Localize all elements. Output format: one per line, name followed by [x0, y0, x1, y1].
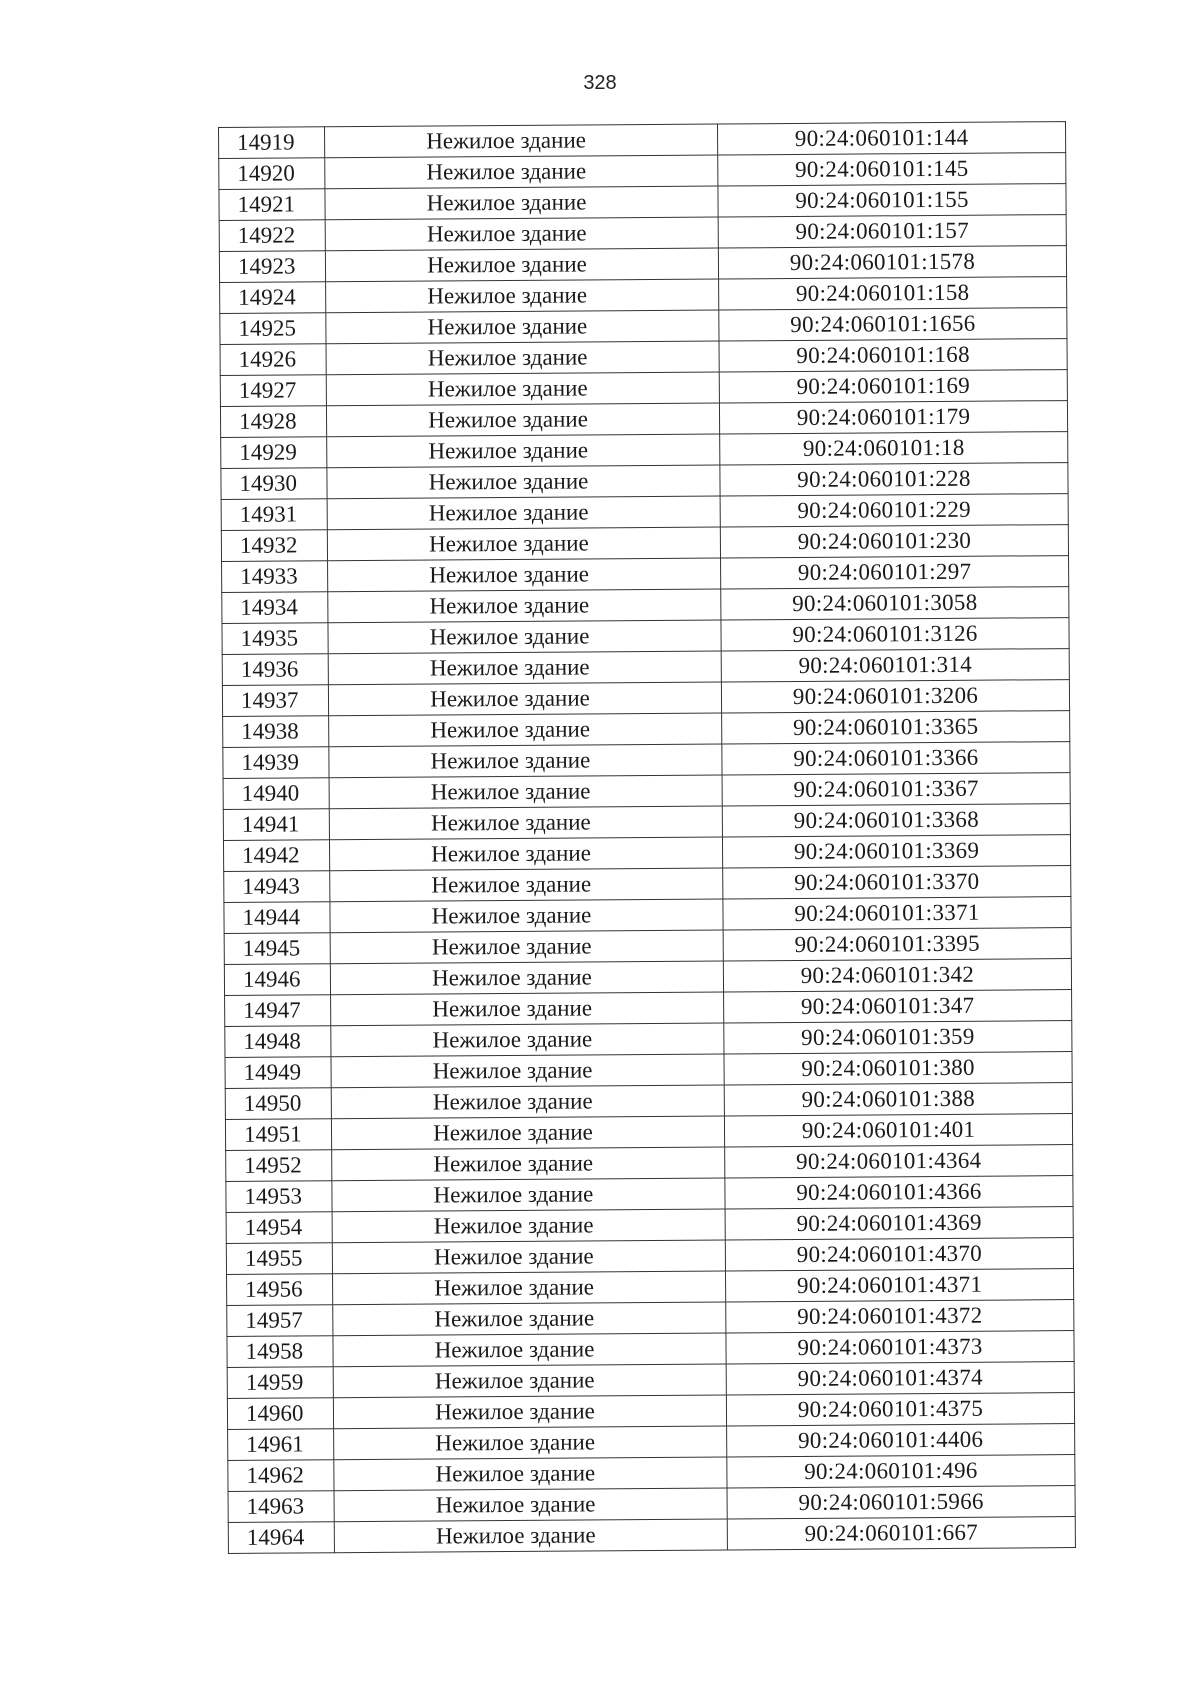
cadastral-number-cell: 90:24:060101:179 — [719, 401, 1067, 434]
object-type-cell: Нежилое здание — [332, 1240, 725, 1274]
object-type-cell: Нежилое здание — [325, 155, 718, 189]
object-type-cell: Нежилое здание — [329, 806, 722, 840]
object-type-cell: Нежилое здание — [330, 961, 723, 995]
table-row — [221, 494, 1068, 531]
object-type-cell: Нежилое здание — [334, 1426, 727, 1460]
object-type-cell: Нежилое здание — [334, 1488, 727, 1522]
cadastral-number-cell: 90:24:060101:380 — [724, 1052, 1072, 1085]
table-row — [223, 711, 1070, 748]
cadastral-number-cell: 90:24:060101:667 — [727, 1517, 1075, 1550]
table-row — [227, 1331, 1074, 1368]
table-row — [219, 184, 1066, 221]
row-number-cell: 14953 — [226, 1181, 332, 1213]
object-type-cell: Нежилое здание — [325, 217, 718, 251]
table-row — [219, 246, 1066, 283]
cadastral-number-cell: 90:24:060101:4369 — [725, 1207, 1073, 1240]
row-number-cell: 14942 — [223, 840, 329, 872]
cadastral-number-cell: 90:24:060101:4366 — [725, 1176, 1073, 1209]
row-number-cell: 14956 — [227, 1274, 333, 1306]
object-type-cell: Нежилое здание — [333, 1395, 726, 1429]
cadastral-number-cell: 90:24:060101:401 — [724, 1114, 1072, 1147]
table-row — [226, 1176, 1073, 1213]
cadastral-number-cell: 90:24:060101:3365 — [722, 711, 1070, 744]
object-type-cell: Нежилое здание — [334, 1519, 727, 1553]
cadastral-number-cell: 90:24:060101:230 — [720, 525, 1068, 558]
cadastral-number-cell: 90:24:060101:4370 — [725, 1238, 1073, 1271]
object-type-cell: Нежилое здание — [330, 930, 723, 964]
table-row — [223, 835, 1070, 872]
row-number-cell: 14943 — [224, 871, 330, 903]
table-row — [219, 215, 1066, 252]
table-row — [228, 1517, 1075, 1554]
row-number-cell: 14963 — [228, 1491, 334, 1523]
object-type-cell: Нежилое здание — [328, 620, 721, 654]
row-number-cell: 14934 — [222, 592, 328, 624]
table-row — [227, 1362, 1074, 1399]
row-number-cell: 14938 — [223, 716, 329, 748]
row-number-cell: 14941 — [223, 809, 329, 841]
cadastral-number-cell: 90:24:060101:4373 — [726, 1331, 1074, 1364]
object-type-cell: Нежилое здание — [329, 713, 722, 747]
table-row — [223, 804, 1070, 841]
cadastral-number-cell: 90:24:060101:158 — [719, 277, 1067, 310]
row-number-cell: 14926 — [220, 344, 326, 376]
row-number-cell: 14921 — [219, 189, 325, 221]
cadastral-number-cell: 90:24:060101:155 — [718, 184, 1066, 217]
table-row — [225, 1052, 1072, 1089]
cadastral-number-cell: 90:24:060101:4375 — [726, 1393, 1074, 1426]
row-number-cell: 14937 — [222, 685, 328, 717]
row-number-cell: 14958 — [227, 1336, 333, 1368]
row-number-cell: 14955 — [226, 1243, 332, 1275]
table-row — [222, 680, 1069, 717]
cadastral-number-cell: 90:24:060101:388 — [724, 1083, 1072, 1116]
cadastral-number-cell: 90:24:060101:145 — [718, 153, 1066, 186]
object-type-cell: Нежилое здание — [326, 372, 719, 406]
table-row — [224, 866, 1071, 903]
table-row — [227, 1393, 1074, 1430]
row-number-cell: 14949 — [225, 1057, 331, 1089]
row-number-cell: 14946 — [224, 964, 330, 996]
cadastral-number-cell: 90:24:060101:3369 — [722, 835, 1070, 868]
table-row — [223, 742, 1070, 779]
cadastral-number-cell: 90:24:060101:3370 — [723, 866, 1071, 899]
row-number-cell: 14932 — [221, 530, 327, 562]
row-number-cell: 14961 — [228, 1429, 334, 1461]
row-number-cell: 14919 — [219, 127, 325, 159]
object-type-cell: Нежилое здание — [333, 1364, 726, 1398]
row-number-cell: 14962 — [228, 1460, 334, 1492]
registry-table — [218, 121, 1076, 1554]
cadastral-number-cell: 90:24:060101:4374 — [726, 1362, 1074, 1395]
cadastral-number-cell: 90:24:060101:228 — [720, 463, 1068, 496]
row-number-cell: 14950 — [225, 1088, 331, 1120]
object-type-cell: Нежилое здание — [331, 1116, 724, 1150]
table-row — [222, 587, 1069, 624]
table-row — [228, 1455, 1075, 1492]
row-number-cell: 14952 — [226, 1150, 332, 1182]
cadastral-number-cell: 90:24:060101:4372 — [726, 1300, 1074, 1333]
cadastral-number-cell: 90:24:060101:1578 — [718, 246, 1066, 279]
table-row — [220, 370, 1067, 407]
cadastral-number-cell: 90:24:060101:3395 — [723, 928, 1071, 961]
object-type-cell: Нежилое здание — [327, 465, 720, 499]
object-type-cell: Нежилое здание — [325, 186, 718, 220]
cadastral-number-cell: 90:24:060101:5966 — [727, 1486, 1075, 1519]
row-number-cell: 14940 — [223, 778, 329, 810]
object-type-cell: Нежилое здание — [328, 651, 721, 685]
object-type-cell: Нежилое здание — [327, 527, 720, 561]
table-row — [226, 1145, 1073, 1182]
table-row — [227, 1269, 1074, 1306]
cadastral-number-cell: 90:24:060101:3058 — [721, 587, 1069, 620]
row-number-cell: 14960 — [227, 1398, 333, 1430]
object-type-cell: Нежилое здание — [329, 837, 722, 871]
cadastral-number-cell: 90:24:060101:347 — [724, 990, 1072, 1023]
cadastral-number-cell: 90:24:060101:3126 — [721, 618, 1069, 651]
cadastral-number-cell: 90:24:060101:4406 — [727, 1424, 1075, 1457]
row-number-cell: 14948 — [225, 1026, 331, 1058]
row-number-cell: 14924 — [220, 282, 326, 314]
table-row — [225, 1021, 1072, 1058]
object-type-cell: Нежилое здание — [331, 1023, 724, 1057]
table-row — [225, 1114, 1072, 1151]
row-number-cell: 14959 — [227, 1367, 333, 1399]
table-row — [219, 153, 1066, 190]
object-type-cell: Нежилое здание — [331, 992, 724, 1026]
table-row — [227, 1300, 1074, 1337]
row-number-cell: 14930 — [221, 468, 327, 500]
table-row — [224, 897, 1071, 934]
table-row — [221, 432, 1068, 469]
cadastral-number-cell: 90:24:060101:297 — [721, 556, 1069, 589]
row-number-cell: 14954 — [226, 1212, 332, 1244]
cadastral-number-cell: 90:24:060101:18 — [720, 432, 1068, 465]
row-number-cell: 14929 — [221, 437, 327, 469]
object-type-cell: Нежилое здание — [325, 124, 718, 158]
table-row — [219, 122, 1066, 159]
cadastral-number-cell: 90:24:060101:4371 — [725, 1269, 1073, 1302]
table-row — [222, 649, 1069, 686]
table-row — [223, 773, 1070, 810]
cadastral-number-cell: 90:24:060101:3367 — [722, 773, 1070, 806]
row-number-cell: 14951 — [225, 1119, 331, 1151]
cadastral-number-cell: 90:24:060101:169 — [719, 370, 1067, 403]
object-type-cell: Нежилое здание — [330, 868, 723, 902]
object-type-cell: Нежилое здание — [327, 496, 720, 530]
cadastral-number-cell: 90:24:060101:496 — [727, 1455, 1075, 1488]
row-number-cell: 14922 — [219, 220, 325, 252]
object-type-cell: Нежилое здание — [328, 558, 721, 592]
object-type-cell: Нежилое здание — [326, 341, 719, 375]
row-number-cell: 14936 — [222, 654, 328, 686]
table-row — [221, 463, 1068, 500]
table-row — [226, 1207, 1073, 1244]
table-row — [228, 1424, 1075, 1461]
object-type-cell: Нежилое здание — [330, 899, 723, 933]
cadastral-number-cell: 90:24:060101:229 — [720, 494, 1068, 527]
object-type-cell: Нежилое здание — [328, 682, 721, 716]
object-type-cell: Нежилое здание — [332, 1209, 725, 1243]
cadastral-number-cell: 90:24:060101:3366 — [722, 742, 1070, 775]
table-row — [220, 308, 1067, 345]
cadastral-number-cell: 90:24:060101:3206 — [721, 680, 1069, 713]
table-row — [224, 959, 1071, 996]
table-row — [221, 525, 1068, 562]
object-type-cell: Нежилое здание — [327, 434, 720, 468]
object-type-cell: Нежилое здание — [328, 589, 721, 623]
object-type-cell: Нежилое здание — [332, 1178, 725, 1212]
object-type-cell: Нежилое здание — [326, 310, 719, 344]
row-number-cell: 14935 — [222, 623, 328, 655]
row-number-cell: 14931 — [221, 499, 327, 531]
row-number-cell: 14945 — [224, 933, 330, 965]
row-number-cell: 14925 — [220, 313, 326, 345]
cadastral-number-cell: 90:24:060101:359 — [724, 1021, 1072, 1054]
table-row — [225, 990, 1072, 1027]
table-row — [222, 618, 1069, 655]
cadastral-number-cell: 90:24:060101:314 — [721, 649, 1069, 682]
row-number-cell: 14939 — [223, 747, 329, 779]
table-row — [220, 277, 1067, 314]
table-row — [220, 401, 1067, 438]
object-type-cell: Нежилое здание — [333, 1302, 726, 1336]
cadastral-number-cell: 90:24:060101:3371 — [723, 897, 1071, 930]
table-row — [228, 1486, 1075, 1523]
row-number-cell: 14944 — [224, 902, 330, 934]
row-number-cell: 14957 — [227, 1305, 333, 1337]
cadastral-number-cell: 90:24:060101:157 — [718, 215, 1066, 248]
row-number-cell: 14933 — [222, 561, 328, 593]
table-body — [219, 122, 1076, 1554]
object-type-cell: Нежилое здание — [334, 1457, 727, 1491]
row-number-cell: 14928 — [220, 406, 326, 438]
cadastral-number-cell: 90:24:060101:144 — [717, 122, 1065, 155]
object-type-cell: Нежилое здание — [329, 744, 722, 778]
row-number-cell: 14947 — [225, 995, 331, 1027]
cadastral-number-cell: 90:24:060101:3368 — [722, 804, 1070, 837]
table-row — [220, 339, 1067, 376]
cadastral-number-cell: 90:24:060101:168 — [719, 339, 1067, 372]
row-number-cell: 14964 — [228, 1522, 334, 1554]
object-type-cell: Нежилое здание — [325, 248, 718, 282]
object-type-cell: Нежилое здание — [331, 1054, 724, 1088]
cadastral-number-cell: 90:24:060101:4364 — [725, 1145, 1073, 1178]
object-type-cell: Нежилое здание — [331, 1085, 724, 1119]
row-number-cell: 14923 — [219, 251, 325, 283]
object-type-cell: Нежилое здание — [326, 403, 719, 437]
object-type-cell: Нежилое здание — [333, 1333, 726, 1367]
row-number-cell: 14927 — [220, 375, 326, 407]
object-type-cell: Нежилое здание — [332, 1147, 725, 1181]
object-type-cell: Нежилое здание — [329, 775, 722, 809]
page-number: 328 — [583, 72, 617, 94]
row-number-cell: 14920 — [219, 158, 325, 190]
object-type-cell: Нежилое здание — [326, 279, 719, 313]
table-row — [222, 556, 1069, 593]
table-row — [226, 1238, 1073, 1275]
object-type-cell: Нежилое здание — [333, 1271, 726, 1305]
table-row — [225, 1083, 1072, 1120]
table-row — [224, 928, 1071, 965]
cadastral-number-cell: 90:24:060101:342 — [723, 959, 1071, 992]
cadastral-number-cell: 90:24:060101:1656 — [719, 308, 1067, 341]
